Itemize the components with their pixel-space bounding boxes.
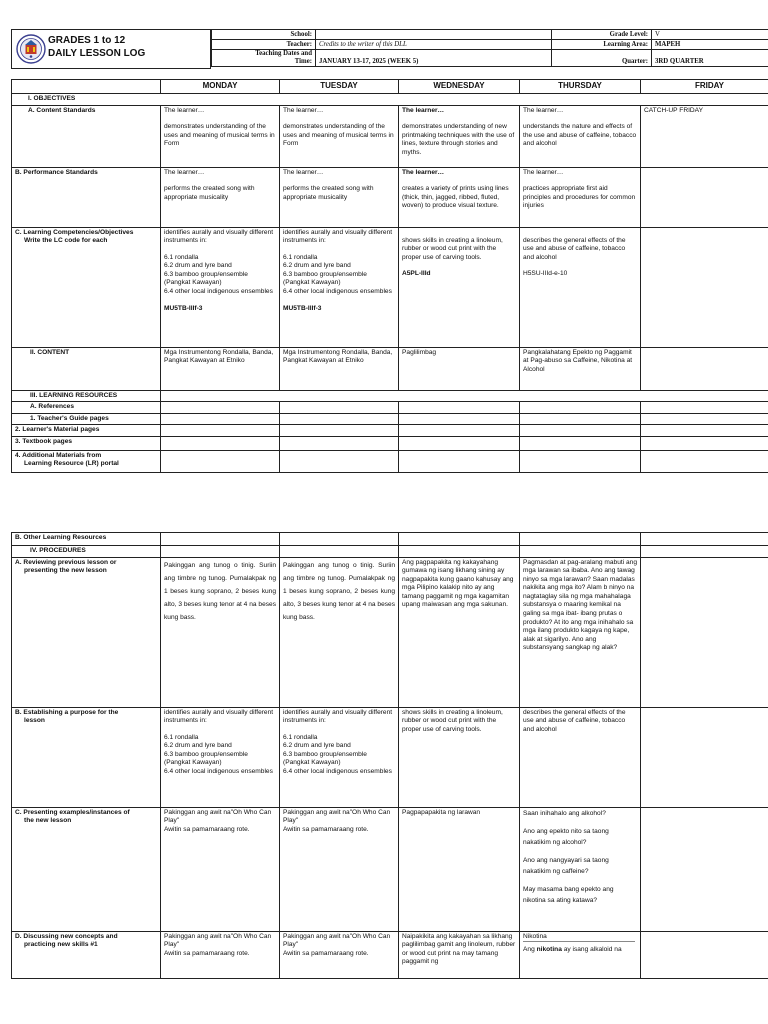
title-dll: DAILY LESSON LOG [48,48,146,59]
olr-friday [641,533,768,546]
lc-thursday [520,227,641,347]
ps-thursday-text: practices appropriate first aid principles and procedures for common injuries [523,185,636,210]
ps-tuesday-text: performs the created song with appropriate musicality [283,185,374,201]
pd-wednesday: Naipakikita ang kakayahan sa likhang paglilimbag gamit ang linoleum, rubber or wood cut print na may tamang paggamit ng [399,931,520,978]
proc-d-label-line2: practicing new skills #1 [24,941,98,949]
pc-thursday-q1: Saan inihahalo ang alkohol? [523,809,606,817]
content-standards-label: A. Content Standards [12,105,161,167]
olr-tuesday [280,533,399,546]
pd-monday [161,931,280,978]
learning-resources-label: III. LEARNING RESOURCES [12,390,161,402]
dates-label-line2: Time: [294,58,312,65]
ref-thursday [520,402,641,414]
lc-tuesday-item-1: 6.1 rondalla [283,253,318,261]
content-monday: Mga Instrumentong Rondalla, Banda, Pangkat Kawayan at Etniko [161,347,280,390]
cs-wednesday [399,105,520,167]
lm-thursday [520,425,641,437]
am-monday [161,450,280,472]
proc-b-label [12,707,161,807]
content-friday [641,347,768,390]
additional-materials-line2: Learning Resource (LR) portal [24,460,119,468]
teachers-guide-label: 1. Teacher's Guide pages [12,413,161,425]
pb-tuesday [280,707,399,807]
title-box [11,29,211,69]
pb-friday [641,707,768,807]
pc-tuesday-rote: Awitin sa pamamaraang rote. [283,825,369,833]
lc-friday [641,227,768,347]
teacher-value: Credits to the writer of this DLL [316,40,552,50]
ps-monday-intro: The learner… [164,168,205,176]
references-label: A. References [12,402,161,414]
lc-monday [161,227,280,347]
pb-monday-item-3: 6.3 bamboo group/ensemble (Pangkat Kawayan) [164,750,248,767]
lc-thursday-text: describes the general effects of the use and abuse of caffeine, tobacco and alcohol [523,236,626,261]
proc-c-label-line1: C. Presenting examples/instances of [15,808,130,816]
pc-monday-song: Pakinggan ang awit na"Oh Who Can Play" [164,808,272,825]
ref-friday [641,402,768,414]
content-label: II. CONTENT [12,347,161,390]
pd-thursday-text-post: ay isang alkaloid na [561,946,622,954]
am-friday [641,450,768,472]
pa-friday [641,557,768,707]
content-thursday: Pangkalahatang Epekto ng Paggamit at Pag-abuso sa Caffeine, Nikotina at Alcohol [520,347,641,390]
lc-tuesday-item-2: 6.2 drum and lyre band [283,262,351,270]
pc-monday [161,807,280,931]
content-tuesday: Mga Instrumentong Rondalla, Banda, Pangkat Kawayan at Etniko [280,347,399,390]
pd-thursday-text-bold: nikotina [536,946,562,954]
school-label: School: [212,30,316,40]
ps-monday-text: performs the created song with appropriate musicality [164,185,255,201]
quarter-value: 3RD QUARTER [652,50,768,67]
proc-tuesday [280,546,399,558]
day-header-monday: MONDAY [161,80,280,94]
proc-d-label [12,931,161,978]
pb-tuesday-item-3: 6.3 bamboo group/ensemble (Pangkat Kawayan) [283,750,367,767]
pc-wednesday: Pagpapapakita ng larawan [399,807,520,931]
pa-wednesday: Ang pagpapakita ng kakayahang gumawa ng isang likhang sining ay nagpapakita kung gaano kahusay ang mga Pilipino kalakip nito ay ang tamang paggamit ng mga kagamitan upang maiwasan ang mga sakunan. [399,557,520,707]
pa-tuesday: Pakinggan ang tunog o tinig. Suriin ang timbre ng tunog. Pumalakpak ng 1 beses kung soprano, 2 beses kung alto, 3 beses kung tenor at 4 na beses kung bass. [280,557,399,707]
grade-level-label: Grade Level: [552,30,652,40]
lc-monday-item-1: 6.1 rondalla [164,253,199,261]
pb-wednesday: shows skills in creating a linoleum, rubber or wood cut print with the proper use of carving tools. [399,707,520,807]
lc-monday-item-4: 6.4 other local indigenous ensembles [164,287,273,295]
proc-b-label-line1: B. Establishing a purpose for the [15,708,119,716]
lc-monday-intro: identifies aurally and visually different instruments in: [164,228,274,245]
lm-monday [161,425,280,437]
lc-monday-item-3: 6.3 bamboo group/ensemble (Pangkat Kawayan) [164,270,248,287]
cs-friday: CATCH-UP FRIDAY [641,105,768,167]
pc-friday [641,807,768,931]
cs-tuesday [280,105,399,167]
pb-monday-item-2: 6.2 drum and lyre band [164,742,232,750]
pb-tuesday-item-1: 6.1 rondalla [283,733,318,741]
cs-wednesday-text: demonstrates understanding of new printmaking techniques with the use of lines, texture through stories and myths. [402,123,515,156]
tg-thursday [520,413,641,425]
cs-monday-text: demonstrates understanding of the uses and meaning of musical terms in Form [164,123,275,148]
proc-b-label-line2: lesson [24,717,45,725]
lc-tuesday-intro: identifies aurally and visually different instruments in: [283,228,393,245]
lc-monday-item-2: 6.2 drum and lyre band [164,262,232,270]
ps-tuesday [280,167,399,227]
pd-monday-song: Pakinggan ang awit na"Oh Who Can Play" [164,932,272,949]
ref-monday [161,402,280,414]
pb-thursday: describes the general effects of the use and abuse of caffeine, tobacco and alcohol [520,707,641,807]
day-header-friday: FRIDAY [641,80,768,94]
ref-tuesday [280,402,399,414]
lesson-log-table-2 [11,532,768,979]
dates-value: JANUARY 13-17, 2025 (WEEK 5) [316,50,552,67]
lm-friday [641,425,768,437]
learners-material-label: 2. Learner's Material pages [12,425,161,437]
competencies-label [12,227,161,347]
ps-wednesday [399,167,520,227]
pc-thursday-q2: Ano ang epekto nito sa taong nakatikim ng alcohol? [523,828,609,846]
competencies-label-line1: C. Learning Competencies/Objectives [15,228,134,236]
proc-c-label-line2: the new lesson [24,817,72,825]
olr-monday [161,533,280,546]
pb-tuesday-item-4: 6.4 other local indigenous ensembles [283,767,392,775]
dates-label [212,50,316,67]
day-header-tuesday: TUESDAY [280,80,399,94]
pd-thursday-text-pre: Ang [523,946,537,954]
cs-tuesday-intro: The learner… [283,106,324,114]
pd-tuesday [280,931,399,978]
ps-monday [161,167,280,227]
proc-monday [161,546,280,558]
content-wednesday: Paglilimbag [399,347,520,390]
tg-tuesday [280,413,399,425]
learning-resources-span [161,390,768,402]
learning-area-value: MAPEH [652,40,768,50]
cs-wednesday-intro: The learner… [402,106,445,114]
cs-thursday-text: understands the nature and effects of the use and abuse of caffeine, tobacco and alcohol [523,123,637,148]
competencies-label-line2: Write the LC code for each [24,237,108,245]
tg-wednesday [399,413,520,425]
pb-tuesday-item-2: 6.2 drum and lyre band [283,742,351,750]
pb-monday-intro: identifies aurally and visually different instruments in: [164,708,274,725]
school-value [316,30,552,40]
performance-standards-label: B. Performance Standards [12,167,161,227]
pb-monday-item-4: 6.4 other local indigenous ensembles [164,767,273,775]
pd-tuesday-song: Pakinggan ang awit na"Oh Who Can Play" [283,932,391,949]
ps-tuesday-intro: The learner… [283,168,324,176]
corner-cell [12,80,161,94]
pd-monday-rote: Awitin sa pamamaraang rote. [164,949,250,957]
deped-seal-logo [16,34,46,64]
proc-friday [641,546,768,558]
lc-monday-code: MU5TB-IIIf-3 [164,304,203,312]
olr-wednesday [399,533,520,546]
additional-materials-label [12,450,161,472]
ref-wednesday [399,402,520,414]
pa-thursday: Pagmasdan at pag-aralang mabuti ang mga larawan sa ibaba. Ano ang tawag ninyo sa mga larawan? Saan madalas nakikita ang mga ito? Alam b ninyo na nagtataglay sila ng mga mahahalaga substansya o maaring kemikal na galing sa mga ibat- ibang prutas o produkto? At ito ang mga inihahalo sa mga ilang produkto kagaya ng kape, alak at sigarilyo. Ano ang substansyang sangkap ng alak? [520,557,641,707]
additional-materials-line1: 4. Additional Materials from [15,451,102,459]
ps-thursday [520,167,641,227]
tb-thursday [520,436,641,450]
lc-wednesday [399,227,520,347]
proc-a-label [12,557,161,707]
pc-thursday-q3: Ano ang nangyayari sa taong nakatikim ng caffeine? [523,857,609,875]
am-wednesday [399,450,520,472]
proc-c-label [12,807,161,931]
lc-wednesday-text: shows skills in creating a linoleum, rubber or wood cut print with the proper use of carving tools. [402,236,503,261]
textbook-label: 3. Textbook pages [12,436,161,450]
tb-monday [161,436,280,450]
lc-tuesday-code: MU5TB-IIIf-3 [283,304,322,312]
lm-tuesday [280,425,399,437]
tg-friday [641,413,768,425]
proc-wednesday [399,546,520,558]
proc-a-label-line2: presenting the new lesson [24,567,107,575]
cs-monday-intro: The learner… [164,106,205,114]
ps-wednesday-intro: The learner… [402,168,445,176]
lc-tuesday-item-3: 6.3 bamboo group/ensemble (Pangkat Kawayan) [283,270,367,287]
objectives-heading: I. OBJECTIVES [12,94,768,106]
cs-monday [161,105,280,167]
tb-wednesday [399,436,520,450]
pc-thursday [520,807,641,931]
pd-thursday-title: Nikotina [523,933,635,943]
tb-friday [641,436,768,450]
pa-monday: Pakinggan ang tunog o tinig. Suriin ang timbre ng tunog. Pumalakpak ng 1 beses kung soprano, 2 beses kung alto, 3 beses kung tenor at 4 na beses kung bass. [161,557,280,707]
pd-tuesday-rote: Awitin sa pamamaraang rote. [283,949,369,957]
header [11,29,768,69]
cs-thursday [520,105,641,167]
pb-monday [161,707,280,807]
ps-wednesday-text: creates a variety of prints using lines (thick, thin, jagged, ribbed, fluted, woven) to produce visual texture. [402,185,509,210]
title-grades: GRADES 1 to 12 [48,35,126,46]
other-resources-label: B. Other Learning Resources [12,533,161,546]
pd-thursday [520,931,641,978]
tb-tuesday [280,436,399,450]
lc-tuesday-item-4: 6.4 other local indigenous ensembles [283,287,392,295]
grade-level-value: V [652,30,768,40]
learning-area-label: Learning Area: [552,40,652,50]
lc-tuesday [280,227,399,347]
pd-friday [641,931,768,978]
am-tuesday [280,450,399,472]
lesson-log-table-1 [11,79,768,473]
teacher-label: Teacher: [212,40,316,50]
header-info-table [211,29,768,67]
proc-d-label-line1: D. Discussing new concepts and [15,932,118,940]
pb-tuesday-intro: identifies aurally and visually different instruments in: [283,708,393,725]
pc-thursday-q4: May masama bang epekto ang nikotina sa ating katawa? [523,886,614,904]
quarter-label: Quarter: [552,50,652,67]
pc-tuesday-song: Pakinggan ang awit na"Oh Who Can Play" [283,808,391,825]
dates-label-line1: Teaching Dates and [255,50,312,57]
day-header-thursday: THURSDAY [520,80,641,94]
am-thursday [520,450,641,472]
cs-thursday-intro: The learner… [523,106,564,114]
proc-a-label-line1: A. Reviewing previous lesson or [15,558,117,566]
tg-monday [161,413,280,425]
proc-thursday [520,546,641,558]
lc-thursday-code: H5SU-IIId-e-10 [523,270,568,278]
olr-thursday [520,533,641,546]
lc-wednesday-code: A5PL-IIId [402,270,431,278]
pc-tuesday [280,807,399,931]
procedures-label: IV. PROCEDURES [12,546,161,558]
ps-thursday-intro: The learner… [523,168,564,176]
pd-thursday-text [523,946,637,955]
pc-monday-rote: Awitin sa pamamaraang rote. [164,825,250,833]
lm-wednesday [399,425,520,437]
pb-monday-item-1: 6.1 rondalla [164,733,199,741]
ps-friday [641,167,768,227]
cs-tuesday-text: demonstrates understanding of the uses and meaning of musical terms in Form [283,123,394,148]
day-header-wednesday: WEDNESDAY [399,80,520,94]
